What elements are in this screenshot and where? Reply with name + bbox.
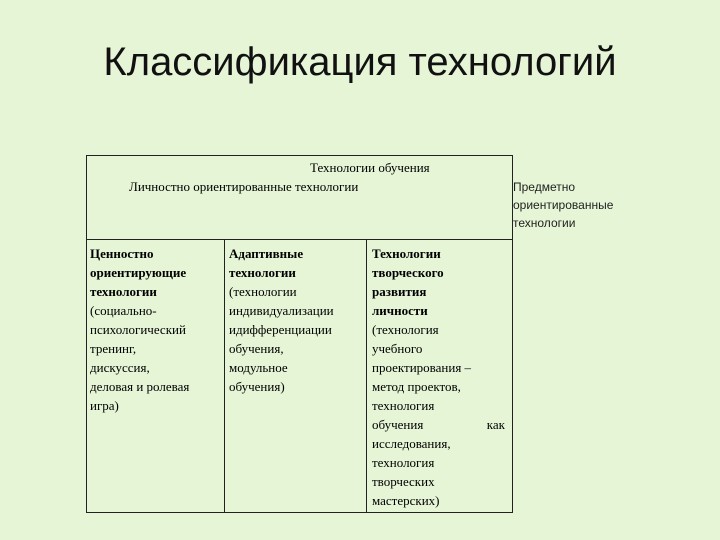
col1-body-line: деловая и ролевая: [90, 379, 190, 394]
col2-body-line: индивидуализации: [229, 303, 334, 318]
side-label-line: ориентированные: [513, 198, 614, 212]
col2-heading-line: Адаптивные: [229, 246, 304, 261]
col3-body-line: метод проектов,: [372, 379, 461, 394]
col3-body-line: мастерских): [372, 493, 440, 508]
col1-body-line: психологический: [90, 322, 186, 337]
col3-heading-line: Технологии: [372, 246, 441, 261]
col3-justified-line: [372, 415, 505, 434]
column-value-oriented: [90, 244, 222, 415]
column-divider-1: [224, 239, 225, 512]
col3-heading-line: личности: [372, 303, 428, 318]
col3-body-line: исследования,: [372, 436, 451, 451]
col1-body-line: (социально-: [90, 303, 157, 318]
col2-body-line: (технологии: [229, 284, 297, 299]
col2-body-line: идифференциации: [229, 322, 332, 337]
col1-body-line: игра): [90, 398, 119, 413]
col3-justified-left: обучения: [372, 417, 424, 432]
table-header-main: Технологии обучения: [310, 160, 430, 175]
col2-body-line: обучения): [229, 379, 285, 394]
col1-body-line: дискуссия,: [90, 360, 150, 375]
col3-body-line: учебного: [372, 341, 423, 356]
col2-heading-line: технологии: [229, 265, 296, 280]
classification-table: [86, 155, 513, 513]
side-label-line: технологии: [513, 216, 576, 230]
col3-body-line: творческих: [372, 474, 435, 489]
header-divider: [87, 239, 512, 240]
col1-heading-line: Ценностно: [90, 246, 154, 261]
table-header-sub: Личностно ориентированные технологии: [129, 179, 359, 194]
col1-body-line: тренинг,: [90, 341, 137, 356]
col2-body-line: обучения,: [229, 341, 284, 356]
column-adaptive: [229, 244, 364, 396]
col3-heading-line: развития: [372, 284, 427, 299]
col3-body-line: технология: [372, 398, 435, 413]
column-creative-development: [372, 244, 505, 510]
col3-body-line: технология: [372, 455, 435, 470]
subject-oriented-label: [513, 178, 648, 232]
slide-title: Классификация технологий: [103, 40, 617, 84]
side-label-line: Предметно: [513, 180, 576, 194]
col1-heading-line: ориентирующие: [90, 265, 187, 280]
col3-body-line: (технология: [372, 322, 439, 337]
col1-heading-line: технологии: [90, 284, 157, 299]
col3-heading-line: творческого: [372, 265, 444, 280]
col2-body-line: модульное: [229, 360, 288, 375]
column-divider-2: [366, 239, 367, 512]
col3-justified-right: как: [486, 417, 505, 432]
col3-body-line: проектирования –: [372, 360, 472, 375]
